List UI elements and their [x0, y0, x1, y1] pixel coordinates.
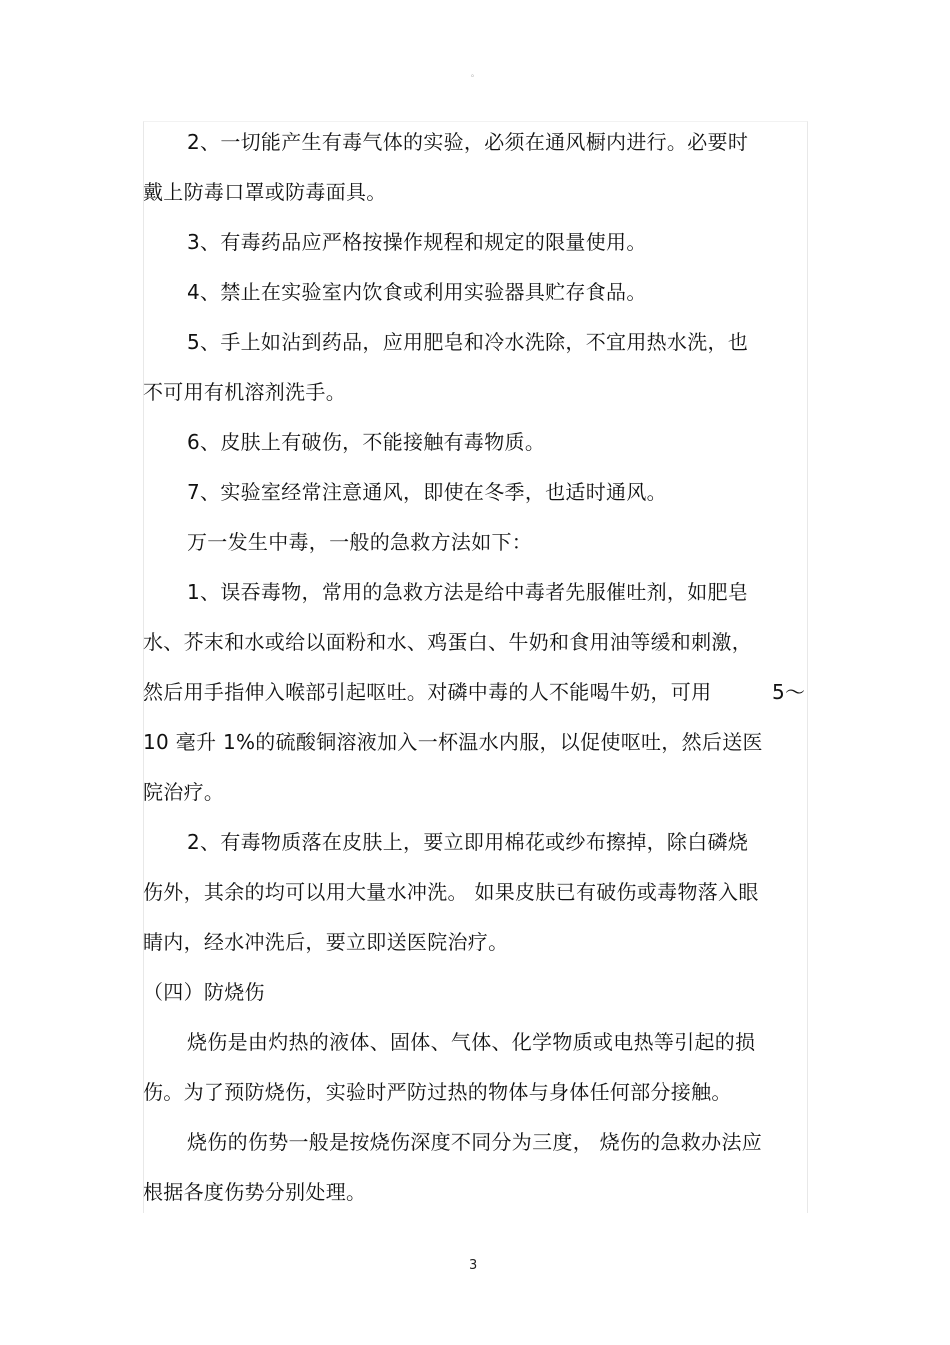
page-number: 3 [469, 1258, 478, 1273]
text-line: 不可用有机溶剂洗手。 [143, 380, 346, 404]
text-line: 伤。为了预防烧伤，实验时严防过热的物体与身体任何部分接触。 [143, 1080, 732, 1104]
text-line: 2、有毒物质落在皮肤上，要立即用棉花或纱布擦掉，除白磷烧 [187, 830, 749, 854]
text-line: 10 毫升 1%的硫酸铜溶液加入一杯温水内服，以促使呕吐，然后送医 [143, 730, 763, 754]
text-line: 3、有毒药品应严格按操作规程和规定的限量使用。 [187, 230, 647, 254]
text-line: 然后用手指伸入喉部引起呕吐。对磷中毒的人不能喝牛奶，可用 [143, 680, 712, 704]
text-line: 1、误吞毒物，常用的急救方法是给中毒者先服催吐剂，如肥皂 [187, 580, 749, 604]
section-heading: （四）防烧伤 [143, 980, 265, 1004]
text-line: 2、一切能产生有毒气体的实验，必须在通风橱内进行。必要时 [187, 130, 749, 154]
text-line: 烧伤的伤势一般是按烧伤深度不同分为三度， 烧伤的急救办法应 [187, 1130, 763, 1154]
text-line: 根据各度伤势分别处理。 [143, 1180, 367, 1204]
text-line: 伤外，其余的均可以用大量水冲洗。 如果皮肤已有破伤或毒物落入眼 [143, 880, 759, 904]
text-line: 院治疗。 [143, 780, 225, 804]
text-line: 4、禁止在实验室内饮食或利用实验器具贮存食品。 [187, 280, 647, 304]
text-line: 万一发生中毒，一般的急救方法如下： [187, 530, 533, 554]
text-line: 戴上防毒口罩或防毒面具。 [143, 180, 387, 204]
text-line: 睛内，经水冲洗后，要立即送医院治疗。 [143, 930, 509, 954]
text-line: 烧伤是由灼热的液体、固体、气体、化学物质或电热等引起的损 [187, 1030, 756, 1054]
text-line: 5、手上如沾到药品，应用肥皂和冷水洗除，不宜用热水洗，也 [187, 330, 749, 354]
text-line: 7、实验室经常注意通风，即使在冬季，也适时通风。 [187, 480, 667, 504]
text-line: 5～ [772, 680, 806, 704]
text-line: 6、皮肤上有破伤，不能接触有毒物质。 [187, 430, 546, 454]
text-line: 水、芥末和水或给以面粉和水、鸡蛋白、牛奶和食用油等缓和刺激， [143, 630, 752, 654]
header-mark: 。 [471, 69, 479, 78]
